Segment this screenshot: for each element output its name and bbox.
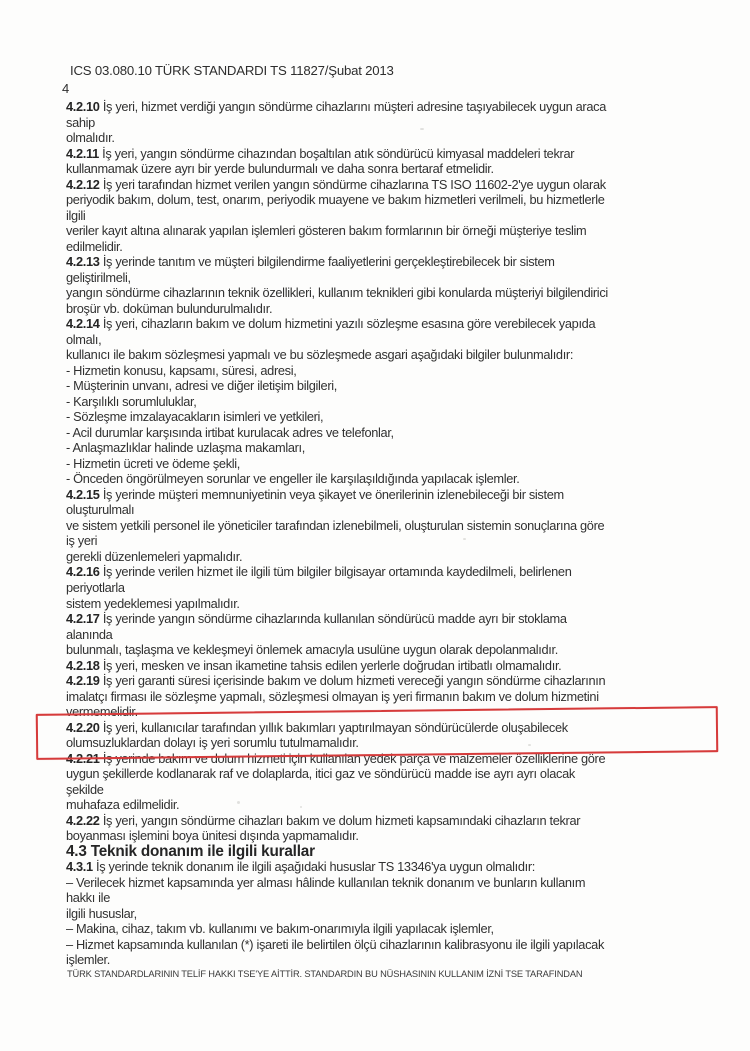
text-line: oluşturulmalı	[66, 502, 135, 518]
text-line: - Hizmetin ücreti ve ödeme şekli,	[66, 455, 241, 471]
page-number: 4	[62, 81, 70, 96]
document-header: ICS 03.080.10 TÜRK STANDARDI TS 11827/Şubat 2013	[70, 63, 394, 78]
text-line: olmalı,	[66, 331, 102, 347]
clause-line: 4.2.22 İş yeri, yangın söndürme cihazları bakım ve dolum hizmeti kapsamındaki cihazların tekrar	[66, 812, 581, 828]
document-footer: TÜRK STANDARDLARININ TELİF HAKKI TSE'YE AİTTİR. STANDARDIN BU NÜSHASININ KULLANIM İZNİ TSE TARAFINDAN	[67, 969, 583, 979]
text-line: sahip	[66, 114, 95, 130]
section-heading: 4.3 Teknik donanım ile ilgili kurallar	[66, 842, 315, 860]
document-body	[66, 99, 726, 968]
text-line: – Hizmet kapsamında kullanılan (*) işareti ile belirtilen ölçü cihazlarının kalibrasyonu ile ilgili yapılacak	[66, 936, 605, 952]
text-line: – Makina, cihaz, takım vb. kullanımı ve bakım-onarımıyla ilgili yapılacak işlemler,	[66, 921, 494, 937]
text-line: bulunmalı, taşlaşma ve kekleşmeyi önlemek amacıyla usulüne uygun olarak depolanmalıdır.	[66, 642, 558, 658]
text-line: ilgili hususlar,	[66, 905, 137, 921]
text-line: vermemelidir.	[66, 704, 138, 720]
text-line: ilgili	[66, 207, 86, 223]
text-line: periyotlarla	[66, 579, 125, 595]
text-line: - Acil durumlar karşısında irtibat kurulacak adres ve telefonlar,	[66, 424, 394, 440]
text-line: ve sistem yetkili personel ile yöneticiler tarafından izlenebilmeli, oluşturulan sistemin sonuçlarına göre	[66, 517, 605, 533]
text-line: kullanıcı ile bakım sözleşmesi yapmalı ve bu sözleşmede asgari aşağıdaki bilgiler bulunmalıdır:	[66, 347, 574, 363]
text-line: imalatçı firması ile sözleşme yapmalı, sözleşmesi olmayan iş yeri firmanın bakım ve dolum hizmetini	[66, 688, 599, 704]
scan-artifact	[463, 538, 466, 540]
text-line: olumsuzluklardan dolayı iş yeri sorumlu tutulmamalıdır.	[66, 735, 359, 751]
clause-line: 4.2.19 İş yeri garanti süresi içerisinde bakım ve dolum hizmeti vereceği yangın söndürme cihazlarının	[66, 673, 606, 689]
text-line: gerekli düzenlemeleri yapmalıdır.	[66, 548, 243, 564]
text-line: işlemler.	[66, 952, 110, 968]
text-line: veriler kayıt altına alınarak yapılan işlemleri gösteren bakım formlarının bir örneği müşteriye teslim	[66, 223, 587, 239]
text-line: iş yeri	[66, 533, 98, 549]
text-line: olmalıdır.	[66, 130, 115, 146]
clause-line: 4.2.10 İş yeri, hizmet verdiği yangın söndürme cihazlarını müşteri adresine taşıyabilecek uygun araca	[66, 99, 606, 114]
clause-line: 4.2.21 İş yerinde bakım ve dolum hizmeti için kullanılan yedek parça ve malzemeler özelliklerine göre	[66, 750, 606, 766]
clause-line: 4.2.17 İş yerinde yangın söndürme cihazlarında kullanılan söndürücü madde ayrı bir stoklama	[66, 611, 567, 627]
scan-artifact	[528, 744, 531, 746]
text-line: muhafaza edilmelidir.	[66, 797, 180, 813]
clause-line: 4.2.14 İş yeri, cihazların bakım ve dolum hizmetini yazılı sözleşme esasına göre verebilecek yapıda	[66, 316, 596, 332]
text-line: şekilde	[66, 781, 104, 797]
clause-line: 4.2.20 İş yeri, kullanıcılar tarafından yıllık bakımları yaptırılmayan söndürücülerde oluşabilecek	[66, 719, 568, 735]
text-line: edilmelidir.	[66, 238, 123, 254]
text-line: kullanmamak üzere ayrı bir yerde bulundurmalı ve daha sonra bertaraf etmelidir.	[66, 161, 494, 177]
text-line: alanında	[66, 626, 113, 642]
text-line: broşür vb. doküman bulundurulmalıdır.	[66, 300, 273, 316]
text-line: periyodik bakım, dolum, test, onarım, periyodik muayene ve bakım hizmetleri verilmeli, bu hizmetlerle	[66, 192, 605, 208]
text-line: - Müşterinin unvanı, adresi ve diğer iletişim bilgileri,	[66, 378, 337, 394]
text-line: sistem yedeklemesi yapılmalıdır.	[66, 595, 240, 611]
scan-artifact	[420, 128, 424, 130]
scan-artifact	[300, 806, 302, 808]
text-line: - Sözleşme imzalayacakların isimleri ve yetkileri,	[66, 409, 324, 425]
scan-artifact	[237, 801, 240, 804]
text-line: boyanması işlemini boya ünitesi dışında yapmamalıdır.	[66, 828, 359, 844]
clause-line: 4.2.15 İş yerinde müşteri memnuniyetinin veya şikayet ve önerilerinin izlenebileceği bir sistem	[66, 486, 564, 502]
clause-line: 4.2.12 İş yeri tarafından hizmet verilen yangın söndürme cihazlarına TS ISO 11602-2'ye uygun olarak	[66, 176, 606, 192]
clause-line: 4.3.1 İş yerinde teknik donanım ile ilgili aşağıdaki hususlar TS 13346'ya uygun olmalıdır:	[66, 859, 536, 875]
text-line: - Hizmetin konusu, kapsamı, süresi, adresi,	[66, 362, 297, 378]
clause-line: 4.2.16 İş yerinde verilen hizmet ile ilgili tüm bilgiler bilgisayar ortamında kaydedilmeli, belirlenen	[66, 564, 572, 580]
text-line: geliştirilmeli,	[66, 269, 131, 285]
text-line: – Verilecek hizmet kapsamında yer alması hâlinde kullanılan teknik donanım ve bunların kullanım	[66, 874, 586, 890]
clause-line: 4.2.13 İş yerinde tanıtım ve müşteri bilgilendirme faaliyetlerini gerçekleştirebilecek bir sistem	[66, 254, 555, 270]
text-line: uygun şekillerde kodlanarak raf ve dolaplarda, itici gaz ve söndürücü madde ise ayrı ayrı olacak	[66, 766, 575, 782]
text-line: - Karşılıklı sorumluluklar,	[66, 393, 197, 409]
clause-line: 4.2.11 İş yeri, yangın söndürme cihazından boşaltılan atık söndürücü kimyasal maddeleri tekrar	[66, 145, 575, 161]
text-line: - Anlaşmazlıklar halinde uzlaşma makamları,	[66, 440, 305, 456]
text-line: yangın söndürme cihazlarının teknik özellikleri, kullanım teknikleri gibi konularda müşteriyi bilgilendirici	[66, 285, 608, 301]
text-line: - Önceden öngörülmeyen sorunlar ve engeller ile karşılaşıldığında yapılacak işlemler.	[66, 471, 520, 487]
text-line: hakkı ile	[66, 890, 110, 906]
clause-line: 4.2.18 İş yeri, mesken ve insan ikametine tahsis edilen yerlerle doğrudan irtibatlı olmamalıdır.	[66, 657, 562, 673]
